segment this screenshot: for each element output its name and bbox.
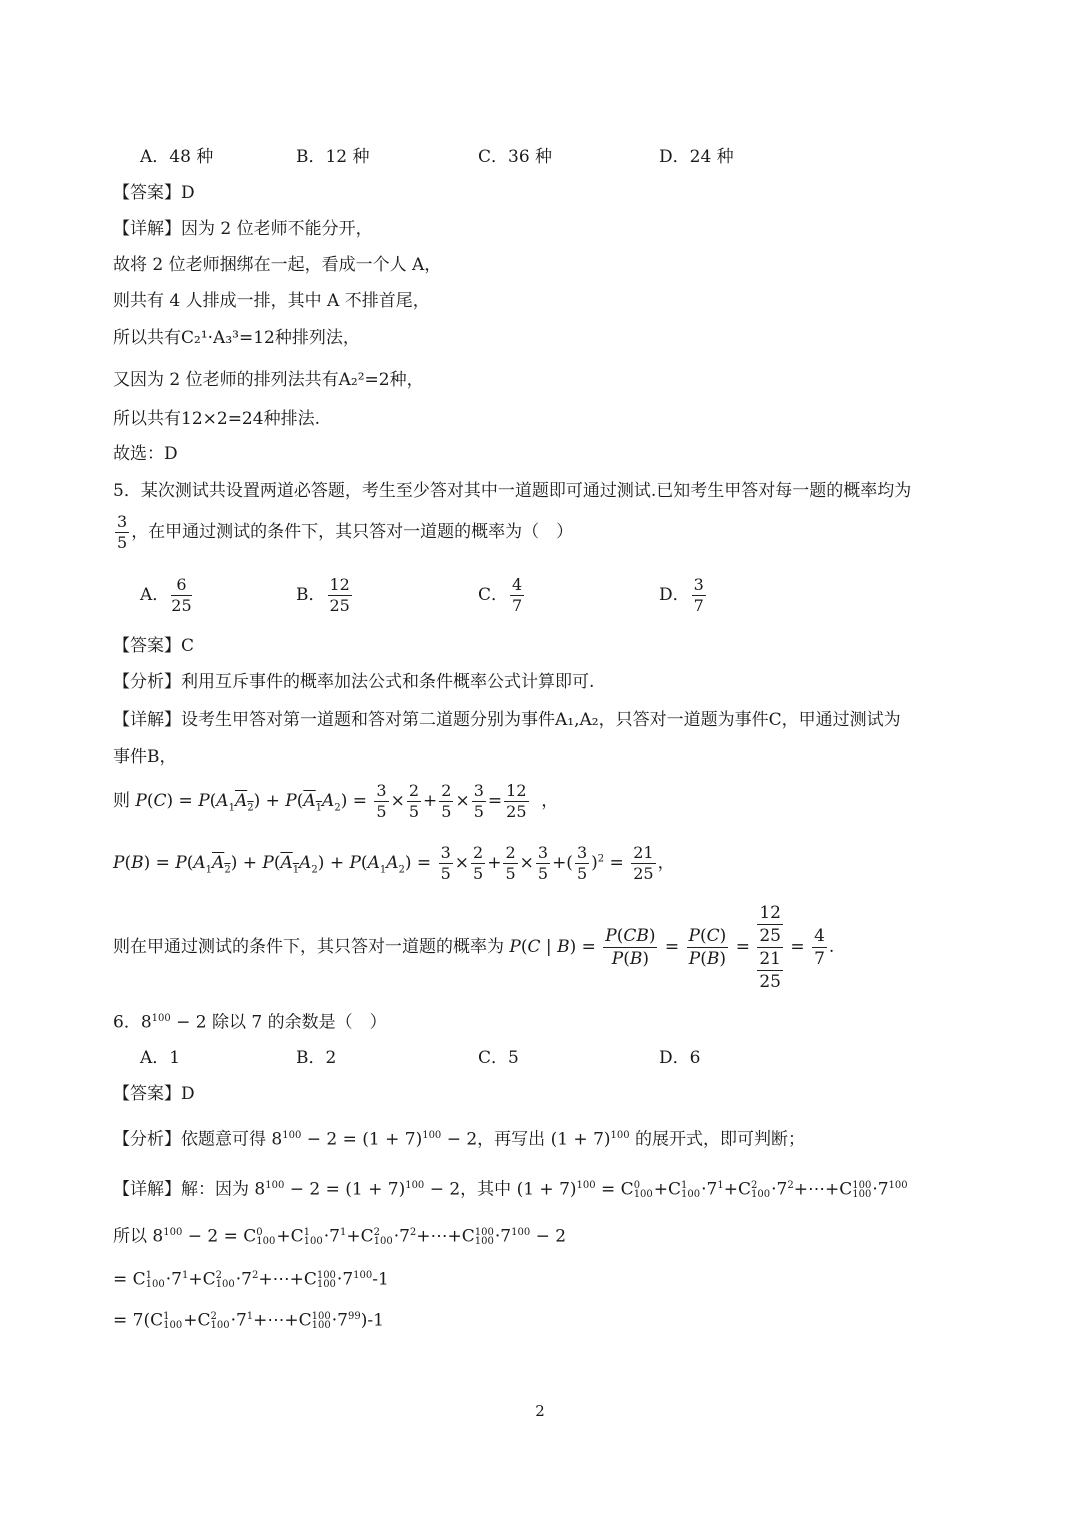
q4-detail-line: 【详解】因为 2 位老师不能分开，	[113, 219, 373, 239]
q4-detail-line: 又因为 2 位老师的排列法共有A₂²=2种，	[113, 370, 424, 390]
q6-equation-line: = 7(C 1 100 +C 2 100 $\cdot 7^1+\cdots+C$ 100 100 $\cdot 7^{99})-1$	[113, 1310, 384, 1332]
q4-detail-line: 则共有 4 人排成一排，其中 A 不排首尾，	[113, 291, 430, 311]
q4-detail-line: 所以共有C₂¹·A₃³=12种排列法，	[113, 328, 360, 348]
q4-option-a: A．48 种	[140, 147, 214, 167]
q4-option-b: B．12 种	[296, 147, 370, 167]
q6-analysis: 【分析】依题意可得 $8^{100} - 2 = (1 + 7)^{100} - 2$，再写出 $(1 + 7)^{100}$ 的展开式，即可判断；	[113, 1129, 806, 1150]
q5-analysis: 【分析】利用互斥事件的概率加法公式和条件概率公式计算即可.	[113, 672, 595, 692]
q5-equation-pc: 则 $P(C) = P(A_1A_2) + P(A_1A_2)$ = $\frac{3}{5}$ × $\frac{2}{5}$ + $\frac{2}{5}$ × $\frac{3}{5}$ = $\frac{12}{25}$ ，	[113, 781, 559, 821]
q6-detail: 【详解】解：因为 $8^{100} - 2 = (1 + 7)^{100} - 2$，其中 $(1 + 7)^{100} = C$ 0 100 +C 1 100 $\cdot 7^1+C$ 2 100 $\cdot 7^2+\cdots+C$ 100 100 $\cdot 7^{100}$	[113, 1179, 908, 1201]
q6-option-c: C．5	[478, 1048, 519, 1068]
q5-equation-pb: $P(B) = P(A_1A_2) + P(A_1A_2) + P(A_1A_2)$ = $\frac{3}{5}$ × $\frac{2}{5}$ + $\frac{2}{5}$ × $\frac{3}{5}$ +( $\frac{3}{5}$ )$^2$ = $\frac{21}{25}$ ，	[113, 843, 675, 883]
q6-option-a: A．1	[140, 1048, 181, 1068]
q6-equation-line: = C 1 100 $\cdot 7^1+C$ 2 100 $\cdot 7^2+\cdots+C$ 100 100 $\cdot 7^{100}-1$	[113, 1269, 389, 1291]
q6-answer: 【答案】D	[113, 1084, 195, 1104]
q6-stem: 6．$8^{100} - 2$ 除以 7 的余数是（ ）	[113, 1012, 387, 1033]
q4-detail-line: 所以共有12×2=24种排法.	[113, 409, 320, 429]
q5-equation-conditional: 则在甲通过测试的条件下，其只答对一道题的概率为 P(C | B) = $\frac{P(CB)}{P(B)}$ = $\frac{P(C)}{P(B)}$ = $\frac{\frac{12}{25}}{\frac{21}{25}}$ = $\frac{4}{7}$ .	[113, 903, 835, 992]
q5-stem-cont: $\frac{3}{5}$ ，在甲通过测试的条件下，其只答对一道题的概率为（ ）	[117, 512, 574, 552]
q5-detail: 【详解】设考生甲答对第一道题和答对第二道题分别为事件A₁,A₂，只答对一道题为事件C，甲通过测试为	[113, 710, 901, 730]
q5-stem: 5．某次测试共设置两道必答题，考生至少答对其中一道题即可通过测试.已知考生甲答对每一题的概率均为	[113, 481, 912, 501]
q5-answer: 【答案】C	[113, 636, 195, 656]
q5-option-b: B． $\frac{12}{25}$	[296, 575, 350, 615]
q4-detail-line: 故将 2 位老师捆绑在一起，看成一个人 A，	[113, 255, 442, 275]
q4-answer: 【答案】D	[113, 183, 195, 203]
q5-option-d: D． $\frac{3}{7}$	[659, 575, 704, 615]
q5-detail-cont: 事件B，	[113, 747, 177, 767]
q4-option-c: C．36 种	[478, 147, 553, 167]
q6-option-b: B．2	[296, 1048, 337, 1068]
q6-equation-line: 所以 $8^{100} - 2 = C$ 0 100 +C 1 100 $\cdot 7^1+C$ 2 100 $\cdot 7^2+\cdots+C$ 100 100 $\cdot 7^{100} - 2$	[113, 1226, 567, 1248]
q5-option-c: C． $\frac{4}{7}$	[478, 575, 523, 615]
q6-option-d: D．6	[659, 1048, 701, 1068]
q4-detail-line: 故选：D	[113, 444, 178, 464]
q5-option-a: A． $\frac{6}{25}$	[140, 575, 192, 615]
q4-option-d: D．24 种	[659, 147, 734, 167]
page-number: 2	[535, 1402, 545, 1420]
